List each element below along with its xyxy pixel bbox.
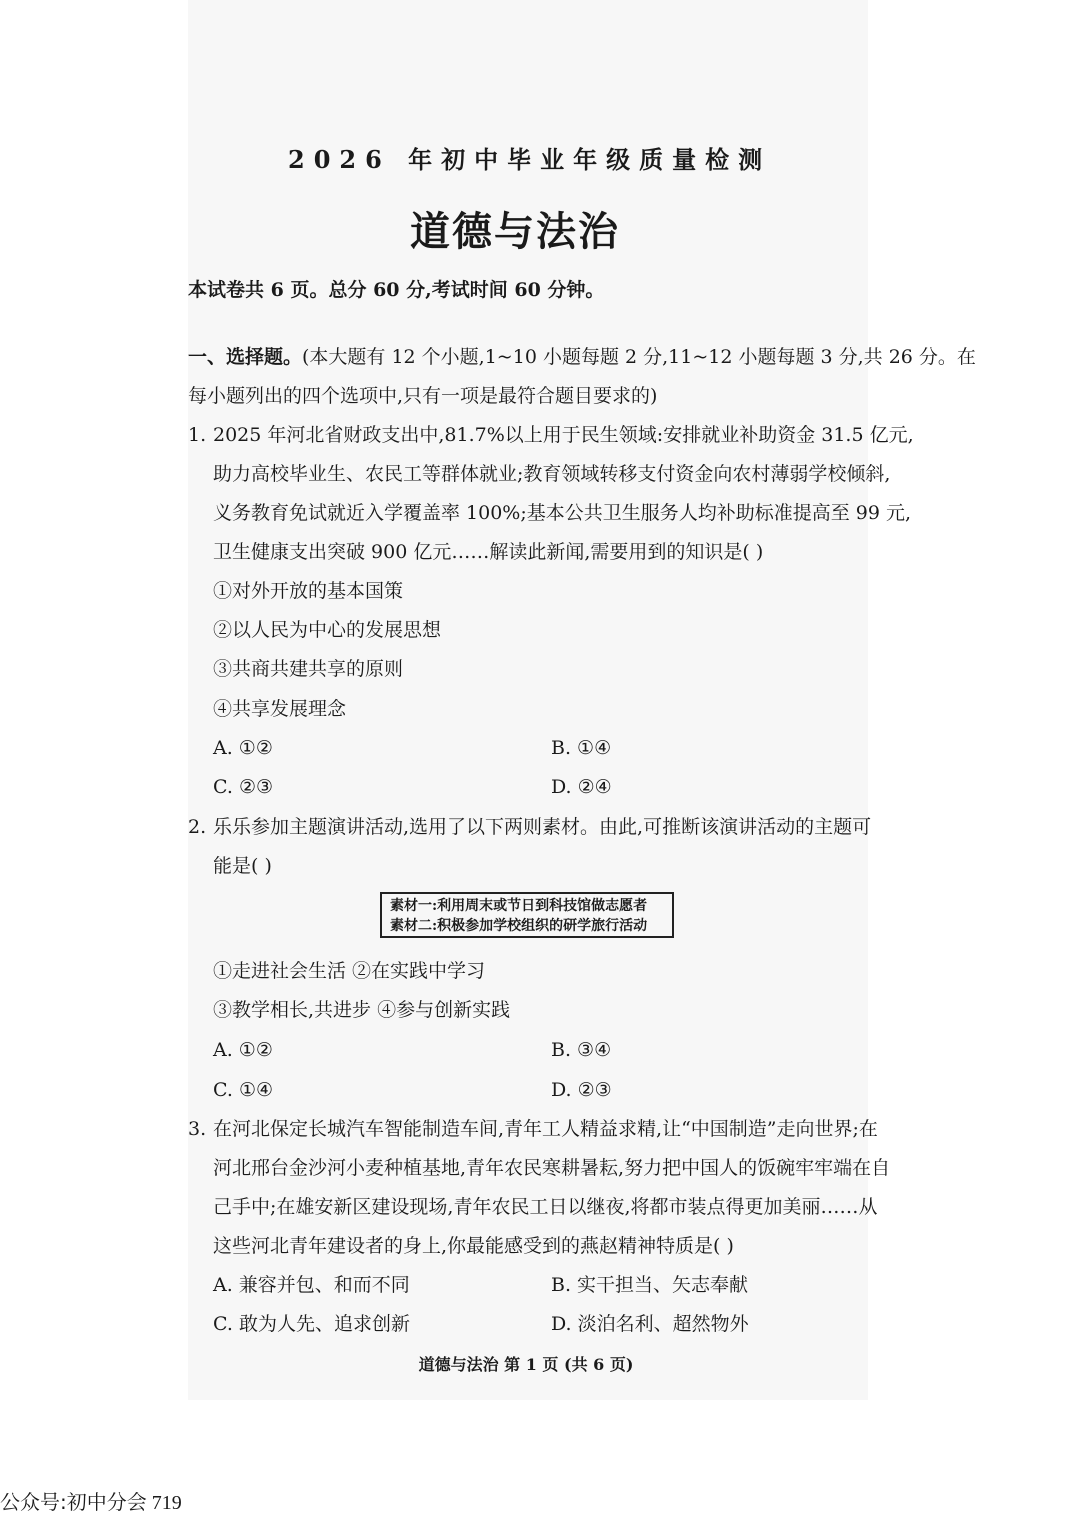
question-3-option-d: D. 淡泊名利、超然物外	[551, 1313, 749, 1335]
section-desc-line2: 每小题列出的四个选项中,只有一项是最符合题目要求的)	[188, 385, 658, 407]
exam-title: 2026 年初中毕业年级质量检测	[288, 145, 772, 174]
question-3-line	[188, 1110, 878, 1149]
question-3-line: 己手中;在雄安新区建设现场,青年农民工日以继夜,将都市装点得更加美丽……从	[213, 1196, 878, 1218]
section-desc-line1: (本大题有 12 个小题,1~10 小题每题 2 分,11~12 小题每题 3 分,共 26 分。在	[302, 346, 976, 368]
question-3-option-c: C. 敢为人先、追求创新	[213, 1313, 410, 1335]
question-2-number: 2.	[188, 816, 207, 838]
question-1-item: ①对外开放的基本国策	[213, 580, 404, 602]
question-1-line: 义务教育免试就近入学覆盖率 100%;基本公共卫生服务人均补助标准提高至 99 元,	[213, 502, 912, 524]
material-1: 素材一:利用周末或节日到科技馆做志愿者	[390, 898, 648, 914]
question-2-text: 乐乐参加主题演讲活动,选用了以下两则素材。由此,可推断该演讲活动的主题可	[213, 816, 872, 838]
question-2-items: ①走进社会生活 ②在实践中学习	[213, 960, 486, 982]
subject-title: 道德与法治	[410, 208, 620, 255]
watermark	[0, 1486, 182, 1515]
question-1-item: ④共享发展理念	[213, 698, 347, 720]
question-1-option-d: D. ②④	[551, 776, 612, 798]
question-3-option-b: B. 实干担当、矢志奉献	[551, 1274, 749, 1296]
question-2-items: ③教学相长,共进步 ④参与创新实践	[213, 999, 511, 1021]
watermark-text: 初中分会 719	[66, 1492, 182, 1514]
question-3-number: 3.	[188, 1118, 207, 1140]
question-1-option-a: A. ①②	[213, 737, 273, 759]
question-2-option-d: D. ②③	[551, 1079, 612, 1101]
question-3-text: 在河北保定长城汽车智能制造车间,青年工人精益求精,让“中国制造”走向世界;在	[213, 1118, 878, 1140]
section-heading	[188, 338, 976, 377]
question-2-option-b: B. ③④	[551, 1039, 612, 1061]
question-1-item: ②以人民为中心的发展思想	[213, 619, 442, 641]
question-2-option-c: C. ①④	[213, 1079, 274, 1101]
question-2-option-a: A. ①②	[213, 1039, 273, 1061]
question-1-item: ③共商共建共享的原则	[213, 658, 404, 680]
question-3-line: 河北邢台金沙河小麦种植基地,青年农民寒耕暑耘,努力把中国人的饭碗牢牢端在自	[213, 1157, 891, 1179]
section-label: 一、选择题。	[188, 346, 303, 368]
question-2-line: 能是( )	[213, 855, 272, 877]
page-footer: 道德与法治 第 1 页 (共 6 页)	[418, 1355, 634, 1374]
question-1-line: 助力高校毕业生、农民工等群体就业;教育领域转移支付资金向农村薄弱学校倾斜,	[213, 463, 891, 485]
question-2-line	[188, 808, 871, 847]
materials-box	[380, 892, 674, 938]
question-1-line: 卫生健康支出突破 900 亿元……解读此新闻,需要用到的知识是( )	[213, 541, 764, 563]
question-1-text: 2025 年河北省财政支出中,81.7%以上用于民生领域:安排就业补助资金 31.5 亿元,	[213, 424, 914, 446]
material-2: 素材二:积极参加学校组织的研学旅行活动	[390, 918, 648, 934]
question-1-option-b: B. ①④	[551, 737, 612, 759]
exam-intro: 本试卷共 6 页。总分 60 分,考试时间 60 分钟。	[188, 279, 605, 301]
question-1-line	[188, 416, 914, 455]
question-1-number: 1.	[188, 424, 207, 446]
watermark-label: 公众号:	[0, 1490, 67, 1514]
question-3-line: 这些河北青年建设者的身上,你最能感受到的燕赵精神特质是( )	[213, 1235, 734, 1257]
question-3-option-a: A. 兼容并包、和而不同	[213, 1274, 410, 1296]
question-1-option-c: C. ②③	[213, 776, 274, 798]
